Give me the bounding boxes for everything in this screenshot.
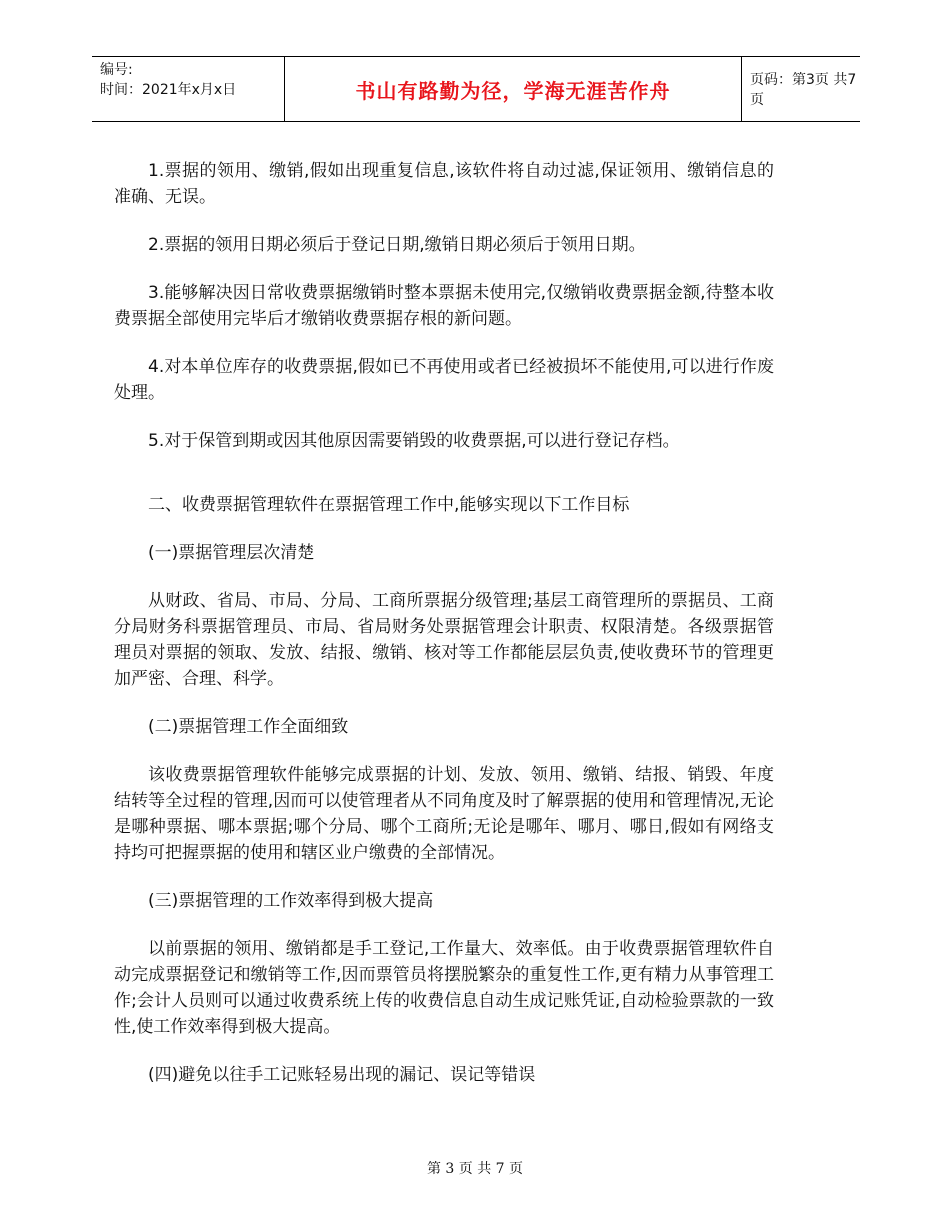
header-page-cell	[742, 57, 860, 121]
paragraph: 该收费票据管理软件能够完成票据的计划、发放、领用、缴销、结报、销毁、年度结转等全过程的管理,因而可以使管理者从不同角度及时了解票据的使用和管理情况,无论是哪种票据、哪本票据;哪个分局、哪个工商所;无论是哪年、哪月、哪日,假如有网络支持均可把握票据的使用和辖区业户缴费的全部情况。	[114, 765, 774, 863]
header-motto-cell	[284, 57, 742, 121]
paragraph: 1.票据的领用、缴销,假如出现重复信息,该软件将自动过滤,保证领用、缴销信息的准确、无误。	[114, 161, 774, 207]
page-footer: 第 3 页 共 7 页	[426, 1161, 524, 1177]
document-number-label: 编号:	[100, 62, 133, 78]
subsection-heading: (一)票据管理层次清楚	[148, 543, 315, 563]
header-page-label: 页码：第3页 共7页	[750, 72, 857, 108]
subsection-heading: (四)避免以往手工记账轻易出现的漏记、误记等错误	[148, 1065, 536, 1085]
paragraph: 5.对于保管到期或因其他原因需要销毁的收费票据,可以进行登记存档。	[148, 431, 680, 451]
paragraph: 2.票据的领用日期必须后于登记日期,缴销日期必须后于领用日期。	[148, 235, 646, 255]
page-header	[92, 56, 860, 122]
paragraph: 以前票据的领用、缴销都是手工登记,工作量大、效率低。由于收费票据管理软件自动完成票据登记和缴销等工作,因而票管员将摆脱繁杂的重复性工作,更有精力从事管理工作;会计人员则可以通过收费系统上传的收费信息自动生成记账凭证,自动检验票款的一致性,使工作效率得到极大提高。	[114, 939, 774, 1037]
paragraph: 3.能够解决因日常收费票据缴销时整本票据未使用完,仅缴销收费票据金额,待整本收费票据全部使用完毕后才缴销收费票据存根的新问题。	[114, 283, 774, 329]
subsection-heading: (三)票据管理的工作效率得到极大提高	[148, 891, 434, 911]
paragraph: 4.对本单位库存的收费票据,假如已不再使用或者已经被损坏不能使用,可以进行作废处理。	[114, 357, 774, 403]
header-motto: 书山有路勤为径，学海无涯苦作舟	[355, 78, 671, 103]
document-time-label: 时间：2021年x月x日	[100, 82, 237, 98]
header-info-cell	[92, 57, 284, 121]
subsection-heading: (二)票据管理工作全面细致	[148, 717, 349, 737]
document-body	[114, 158, 774, 1088]
section-heading: 二、收费票据管理软件在票据管理工作中,能够实现以下工作目标	[148, 495, 630, 515]
paragraph: 从财政、省局、市局、分局、工商所票据分级管理;基层工商管理所的票据员、工商分局财务科票据管理员、市局、省局财务处票据管理会计职责、权限清楚。各级票据管理员对票据的领取、发放、结报、缴销、核对等工作都能层层负责,使收费环节的管理更加严密、合理、科学。	[114, 591, 774, 689]
